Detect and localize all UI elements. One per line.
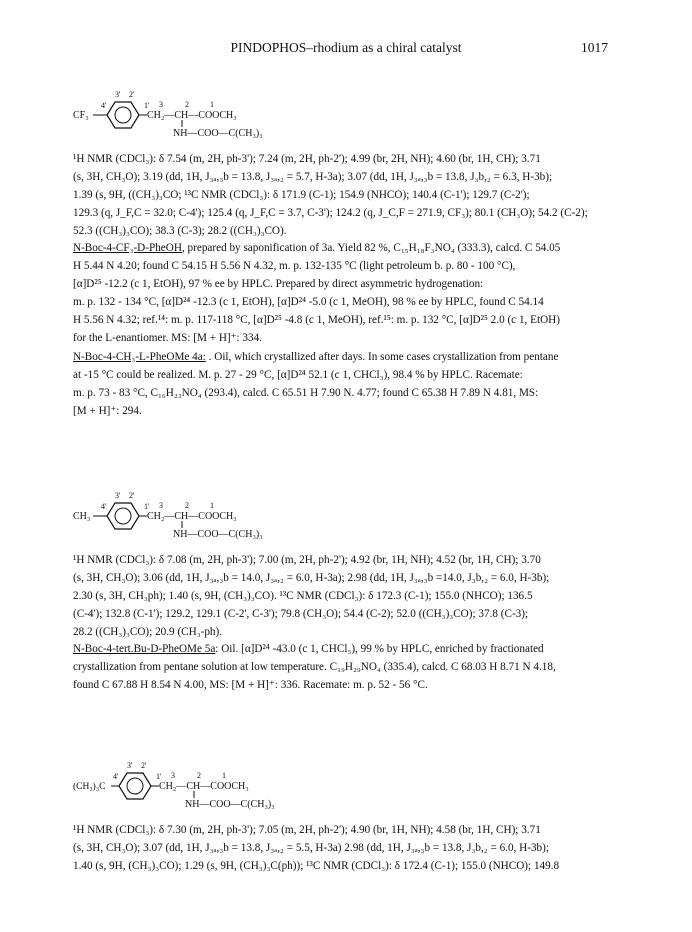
text-line: for the L-enantiomer. MS: [M + H]⁺: 334. (73, 331, 263, 344)
text-line: m. p. 73 - 83 °C, C₁₆H₂₃NO₄ (293.4), calcd. C 65.51 H 7.90 N. 4.77; found C 65.38 H 7.89 N 4.81, MS: (73, 386, 539, 399)
chain-label-3: 3 (159, 100, 163, 109)
text-line: ¹H NMR (CDCl₃): δ 7.08 (m, 2H, ph-3'); 7.00 (m, 2H, ph-2'); 4.92 (br, 1H, NH); 4.52 (br, 1H, CH); 3.70 (73, 554, 541, 566)
chain-label-2: 2 (185, 100, 189, 109)
chain-label-2: 2 (185, 501, 189, 510)
substituent-label: CH₃ (73, 511, 91, 522)
text-line: 28.2 ((CH₃)₃CO); 20.9 (CH₃-ph). (73, 625, 223, 638)
ring-label-1p: 1' (156, 772, 162, 781)
compound-heading: N-Boc-4-tert.Bu-D-PheOMe 5a (73, 643, 216, 655)
chain-label-1: 1 (210, 100, 214, 109)
side-chain: CH₂—CH—COOCH₃ (159, 781, 249, 792)
text-line: at -15 °C could be realized. M. p. 27 - 29 °C, [α]D²⁴ 52.1 (c 1, CHCl₃), 98.4 % by HPLC. Racemate: (73, 368, 523, 381)
text-line: (s, 3H, CH₃O); 3.19 (dd, 1H, J₃ₐ,₃b = 13.8, J₃ₐ,₂ = 5.7, H-3a); 3.07 (dd, 1H, J₃ₐ,₃b = 13.8, J₃b,₂ = 6.3, H-3b); (73, 170, 553, 183)
side-chain: CH₂—CH—COOCH₃ (147, 110, 237, 121)
nmr-block-1 (73, 151, 629, 241)
substituent-label: CF₃ (73, 110, 89, 121)
ring-label-3p: 3' (115, 90, 121, 99)
ring-label-4p: 4' (101, 101, 107, 110)
chain-label-3: 3 (171, 771, 175, 780)
side-chain: CH₂—CH—COOCH₃ (147, 511, 237, 522)
nmr-block-4a (73, 552, 629, 642)
chain-label-3: 3 (159, 501, 163, 510)
page-number: 1017 (581, 40, 608, 55)
text-line: 52.3 ((CH₃)₃CO); 38.3 (C-3); 28.2 ((CH₃)₃CO). (73, 224, 287, 237)
benzene-ring (119, 773, 151, 799)
chain-label-1: 1 (222, 771, 226, 780)
text-line: [M + H]⁺: 294. (73, 404, 142, 417)
ring-label-3p: 3' (127, 761, 133, 770)
text-line: [α]D²⁵ -12.2 (c 1, EtOH), 97 % ee by HPLC. Prepared by direct asymmetric hydrogenation: (73, 277, 484, 290)
text-line: found C 67.88 H 8.54 N 4.00, MS: [M + H]⁺: 336. Racemate: m. p. 52 - 56 °C. (73, 678, 428, 691)
substituent-label: (CH₃)₃C (73, 782, 106, 792)
benzene-ring (107, 503, 139, 529)
structure-cf3-phe (73, 86, 393, 150)
text-line: (C-4'); 132.8 (C-1'); 129.2, 129.1 (C-2', C-3'); 79.8 (CH₃O); 54.4 (C-2); 52.0 ((CH₃)₃CO); 37.8 (C-3); (73, 607, 529, 620)
compound-heading: N-Boc-4-CF₃-D-PheOH (73, 242, 182, 254)
ring-label-2p: 2' (141, 761, 147, 770)
text-line: (s, 3H, CH₃O); 3.06 (dd, 1H, J₃ₐ,₃b = 14.0, J₃ₐ,₂ = 6.0, H-3a); 2.98 (dd, 1H, J₃ₐ,₃b =14.0, J₃b,₂ = 6.0, H-3b); (73, 571, 550, 584)
running-header (0, 40, 692, 60)
text-line: H 5.56 N 4.32; ref.¹⁴: m. p. 117-118 °C, [α]D²⁵ -4.8 (c 1, MeOH), ref.¹⁵: m. p. 132 °C, [α]D²⁵ 2.0 (c 1, EtOH) (73, 313, 560, 326)
text-line: ¹H NMR (CDCl₃): δ 7.30 (m, 2H, ph-3'); 7.05 (m, 2H, ph-2'); 4.90 (br, 1H, NH); 4.58 (br, 1H, CH); 3.71 (73, 824, 541, 836)
text-line: N-Boc-4-CF₃-D-PheOH, prepared by saponification of 3a. Yield 82 %, C₁₅H₁₈F₃NO₄ (333.3), calcd. C 54.05 (73, 242, 561, 254)
nmr-block-5a (73, 822, 629, 876)
compound-block-cf3-pheoh (73, 240, 629, 347)
text-line: ¹H NMR (CDCl₃): δ 7.54 (m, 2H, ph-3'); 7.24 (m, 2H, ph-2'); 4.99 (br, 2H, NH); 4.60 (br, 1H, CH); 3.71 (73, 153, 541, 165)
text-line: N-Boc-4-tert.Bu-D-PheOMe 5a: Oil. [α]D²⁴ -43.0 (c 1, CHCl₃), 99 % by HPLC, enriched by fractionated (73, 643, 544, 655)
ring-label-4p: 4' (113, 772, 119, 781)
boc-amine: NH—COO—C(CH₃)₃ (173, 128, 263, 139)
text-line: 1.39 (s, 9H, ((CH₃)₃CO; ¹³C NMR (CDCl₃): δ 171.9 (C-1); 154.9 (NHCO); 140.4 (C-1'); 129.7 (C-2'); (73, 188, 530, 201)
text-line: 2.30 (s, 3H, CH₃ph); 1.40 (s, 9H, (CH₃)₃CO). ¹³C NMR (CDCl₃): δ 172.3 (C-1); 155.0 (NHCO); 136.5 (73, 589, 533, 602)
structure-tbu-phe (73, 757, 403, 821)
boc-amine: NH—COO—C(CH₃)₃ (185, 799, 275, 810)
chain-label-1: 1 (210, 501, 214, 510)
ring-label-3p: 3' (115, 491, 121, 500)
ring-label-2p: 2' (129, 90, 135, 99)
text-line: m. p. 132 - 134 °C, [α]D²⁴ -12.3 (c 1, EtOH), [α]D²⁴ -5.0 (c 1, MeOH), 98 % ee by HPLC, found C 54.14 (73, 295, 544, 308)
text-line: 129.3 (q, J_F,C = 32.0; C-4'); 125.4 (q, J_F,C = 3.7, C-3'); 124.2 (q, J_C,F = 271.9, CF₃); 80.1 (CH₃O); 54.2 (C-2); (73, 206, 588, 219)
compound-heading: N-Boc-4-CH₃-L-PheOMe 4a: (73, 351, 206, 363)
ring-label-4p: 4' (101, 502, 107, 511)
text-line: H 5.44 N 4.20; found C 54.15 H 5.56 N 4.32, m. p. 132-135 °C (light petroleum b. p. 80 - 100 °C), (73, 259, 516, 272)
running-title: PINDOPHOS–rhodium as a chiral catalyst (230, 40, 462, 55)
text-line: crystallization from pentane solution at low temperature. C₁₉H₂₉NO₄ (335.4), calcd. C 68.03 H 8.71 N 4.18, (73, 660, 556, 673)
text-line: (s, 3H, CH₃O); 3.07 (dd, 1H, J₃ₐ,₃b = 13.8, J₃ₐ,₂ = 5.5, H-3a) 2.98 (dd, 1H, J₃ₐ,₃b = 13.8, J₃b,₂ = 6.0, H-3b); (73, 841, 549, 854)
benzene-ring (107, 102, 139, 128)
compound-block-4a (73, 349, 629, 421)
boc-amine: NH—COO—C(CH₃)₃ (173, 529, 263, 540)
text-line: 1.40 (s, 9H, (CH₃)₃CO); 1.29 (s, 9H, (CH₃)₃C(ph)); ¹³C NMR (CDCl₃): δ 172.4 (C-1); 155.0 (NHCO); 149.8 (73, 859, 560, 872)
compound-block-5a (73, 641, 629, 695)
text-line: N-Boc-4-CH₃-L-PheOMe 4a: . Oil, which crystallized after days. In some cases crystallization from pentane (73, 351, 559, 363)
chain-label-2: 2 (197, 771, 201, 780)
structure-ch3-phe (73, 487, 393, 551)
ring-label-1p: 1' (144, 101, 150, 110)
ring-label-2p: 2' (129, 491, 135, 500)
ring-label-1p: 1' (144, 502, 150, 511)
